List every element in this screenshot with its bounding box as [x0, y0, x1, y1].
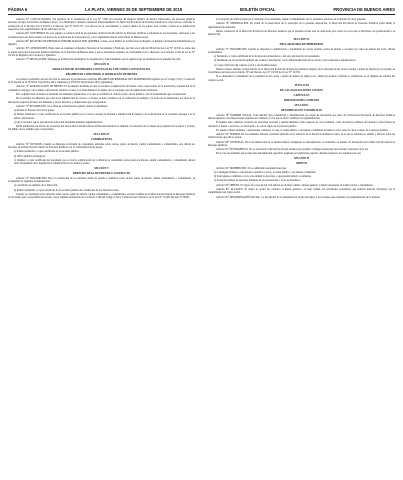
paragraph: Artículo 71° DELEGACIÓN. Delégase en la Dirección de Registro la organización y funcionamiento de los registros que se establecen en la presente Sección.	[16, 58, 181, 62]
paragraph: Artículo 77° INSCRIPCIÓN. Cuando se disponga la adjudicación o transmisión de cuotas sociales, partes de interés o acciones por causa de muerte del socio, deberá acompañarse:	[208, 47, 395, 54]
page-number: PÁGINA 6	[8, 7, 28, 12]
page-header	[8, 5, 395, 15]
paragraph: Artículo 81° FUNDAMENTO. No se autorizará la inscripción de una entidad cuyo nombre contenga expresiones que resulten violatorias de la ley.	[216, 148, 369, 152]
paragraph: En la adjudicación de bienes se incluirán los inmuebles gananciales a los que se acreditará el carácter propio de los mismos, con las formalidades que correspondan.	[16, 93, 187, 97]
paragraph: Deberá constar, además, la intervención de la Dirección Provincial de Personas Jurídicas respecto de la situación de las cuotas sociales o partes de interés de la sociedad, en los términos previstos en el artículo 155 del Decreto Ley N° 19.550 de la Ley N° 19.550.	[208, 67, 395, 75]
province-name: PROVINCIA DE BUENOS AIRES	[333, 7, 395, 12]
paragraph: Si se dispusiera la transmisión de la totalidad de las cuotas o partes de interés de algún socio, deberá procederse conforme lo establecido en el régimen de reforma del contrato social.	[208, 75, 395, 82]
paragraph: c) Otros recaudos que la autoridad de aplicación determine mediante reglamentación.	[14, 120, 103, 124]
paragraph: Artículo 68° CONTENIDO. De este registro se tomará razón de las gestiones de Dirección Provincial de Personas Jurídicas e informará de las novedades, sanciones y sus actualizaciones que deba asentar con motivo de la aplicación de la presente ley y de la reglamentación de la Provincia de Buenos Aires.	[8, 32, 195, 39]
section-heading: SECCIÓN I	[294, 104, 309, 108]
paragraph: Artículo 80° LEYENDAS. En la documentación de la entidad deberá consignarse su denominación, su domicilio, su número de inscripción en la Dirección Provincial de Personas Jurídicas.	[208, 140, 395, 147]
section-heading: RÉGIMEN DE COMUNIDAD O SEPARACIÓN DE BIENES	[65, 73, 138, 77]
paragraph: a) Primer testimonio o copia certificada de la escritura pública.	[14, 150, 80, 154]
paragraph: c) Original y copia certificada del documento por el cual la adjudicación de la división de condominio sobre partes de interés, capital comanditario o comanditado deberá estar acompañado de la liquidación y adjudicación de los bienes sociales.	[14, 158, 195, 166]
section-heading: SECCIÓN VI	[293, 38, 310, 42]
paragraph: Artículo 82° PROHIBICIÓN. No se admitirán denominaciones que:	[216, 166, 287, 170]
paragraph: En la escritura de adhesión, así como en la adjudicación de cuotas o acciones, se debe acreditar con el certificado de dominio y la fecha de su adquisición, los datos de la inscripción registral del bien, del inmueble y de los derechos y obligaciones que correspondan.	[8, 97, 195, 104]
paragraph: Artículo 78° NOMBRE SOCIAL. Toda entidad cuya constitución y denominación sea objeto de inscripción por parte de la Dirección Provincial de Personas Jurídicas deberá ajustarse a las disposiciones vigentes en la materia y a las que al efecto establezca la reglamentación.	[208, 113, 395, 120]
paragraph: Artículo 83° OBJETO. El objeto de la asociación civil deberá ser de bien común o interés general, y deberá expresarse en forma precisa y determinada.	[216, 183, 374, 187]
paragraph: a) Partida de Estado Civil de las partes.	[14, 109, 55, 113]
paragraph: b) Testimonio de la resolución judicial que ordena la inscripción, con la individualización de las cuotas y de los herederos adjudicatarios.	[214, 59, 357, 63]
paragraph: Artículo 85° DENOMINACIÓN SOCIAL. La inscripción de la denominación social está sujeta a los recaudos que establezca la reglamentación de la materia.	[216, 195, 381, 199]
paragraph: Déjase constancia en la Dirección Provincial de Personas Jurídicas que la presente norma será de aplicación para todos los actos que se inscriban con posterioridad a su publicación.	[208, 29, 395, 37]
paragraph: Artículo 67° CONVOCATORIA. Sin perjuicio de lo establecido en la Ley N° 7.005 de Creación del Registro Público de Juicios Universales, las personas jurídicas privadas, excepto la Provincia de Buenos Aires, y los Municipios, deberán comunicar fehacientemente a la Dirección Provincial de Personas Jurídicas la convocatoria, conforme lo establecido en el Decreto-Ley 9.118/78 y el Decreto Ley N° 8.671/76, a los efectos de su conocimiento y control, dentro de los quince días corridos a partir de la publicación respectiva, bajo apercibimiento de las sanciones de ley.	[8, 18, 195, 32]
paragraph: Artículo 73° INSCRIPCIÓN. A los fines de la inscripción registral, deberá acompañarse:	[16, 104, 109, 108]
section-heading: CAPÍTULO I	[293, 93, 310, 97]
section-heading: DERECHO REAL DE PRENDA Y USUFRUCTO	[72, 172, 131, 176]
section-heading: SECCIÓN V	[94, 167, 109, 171]
paragraph: c) Incluyan nombres de personas humanas sin su autorización o la de sus herederos.	[214, 179, 302, 183]
paragraph: a) Contengan términos o expresiones contrarios a la ley, el orden público o las buenas costumbres.	[214, 171, 317, 175]
paragraph: b) Oficio judicial del Registro.	[14, 154, 46, 158]
paragraph: Artículo 76° OBSERVACIÓN. En virtud de la observancia de lo prescripto en la presente disposición, la Dirección Provincial de Personas Jurídicas podrá emitir la reglamentación pertinente.	[208, 22, 395, 29]
paragraph: b) Sean iguales o similares a la de otra entidad ya inscripta, o que puedan inducir a confusión.	[214, 175, 312, 179]
paragraph: No puede contener términos o expresiones contrarios a la ley, el orden público o las buenas costumbres ni inducir a error sobre la clase u objeto de la persona jurídica.	[216, 128, 389, 132]
paragraph: Artículo 72° ADJUDICACIÓN DE BIENES. El documento mediante el cual se inscriba la adjudicación de bienes como consecuencia de la disolución y liquidación de la comunidad conyugal o de la unión convivencial, incluirá la causa y los fallecimientos de alguno de los cónyuges, previa adjudicación de bienes.	[8, 85, 195, 92]
publication-date: LA PLATA, VIERNES 25 DE SEPTIEMBRE DE 2015	[85, 7, 183, 12]
gazette-title: BOLETÍN OFICIAL	[240, 7, 276, 12]
left-column	[8, 18, 195, 200]
section-heading: DENOMINACIÓN Y DOMICILIO	[281, 109, 322, 113]
paragraph: Dicha publicidad con efectos de la inscripción ante la Dirección Provincial de Personas Jurídicas se limitará a la situación de los bienes de propiedad de las partes y el plazo del último de los trámites que correspondan.	[8, 125, 195, 132]
paragraph: Artículo 70° CONDICIONES. Hasta tanto se constituya el Registro Nacional de Sociedades y Entidades, previsto en el artículo 98 del Decreto Ley N° 19.550, se exige que se tomen razón de las personas jurídicas inscriptas en la Provincia de Buenos Aires y que se encuentren vigentes, de conformidad con lo dispuesto en el artículo 14 bis de la Ley N° 24.522 de Registros de Concursos y Quiebras.	[8, 47, 195, 58]
paragraph: a) Testimonio o copia certificada de la declaratoria de herederos o del auto aprobatorio del testamento.	[214, 55, 321, 59]
paragraph: c) Copia certificada del contrato social y sus modificaciones.	[214, 63, 278, 67]
right-column	[208, 18, 395, 200]
section-heading: DE LAS ASOCIACIONES CIVILES	[280, 88, 323, 92]
paragraph: Artículo 69° REGISTRO DE PERSONAS INHABILITADAS POR QUIEBRA. Créase, en el ámbito de la Dirección de Registro el Registro de Personas Inhabilitadas por Quiebra.	[8, 39, 195, 47]
section-heading: SECCIÓN II	[293, 157, 309, 161]
section-heading: OBJETO	[296, 162, 307, 166]
paragraph: Artículo 79° DOMICILIO. Las entidades deberán constituir domicilio en el territorio de la Provincia de Buenos Aires, en el que se tendrán por válidas y eficaces todas las notificaciones que allí se cursen.	[208, 132, 395, 140]
paragraph: El nombre debe satisfacer recaudos de veracidad, novedad y aptitud distintiva, tanto respecto de otros nombres, como de marcas, nombres de fantasía u otras formas de referencia a bienes o servicios, se relacionen o no con el objeto de la persona jurídica.	[208, 121, 395, 128]
paragraph: Cuando se constituyan estos derechos sobre cuotas, partes de interés, capital comanditario o comanditado, se hará a nombre de la Dirección Provincial de Personas Jurídicas de los bienes que correspondan de acuerdo con el régimen establecido en el artículo 2.199 del Código Civil y Comercial de la Nación y en la Ley N° 12.062 Decreto N° 80/85.	[8, 192, 195, 200]
paragraph: Al optarse la normativa de esta Sección se adecuará la presentación conforme RÉGIMEN PATRIMONIAL DEL MATRIMONIO regulado por el Código Civil y Comercial de la Nación en su TÍTULO II (artículos 446 y siguientes) y TÍTULO III (artículos 509 y siguientes).	[8, 77, 195, 85]
paragraph: En el caso de entidades que posean una denominación específica asignada por legislación especial, deberán respetarse los requisitos de esta.	[216, 152, 362, 156]
section-heading: DISOLUCIÓN DE SOCIEDADES CONYUGALES Y DE UNIÓN CONVIVENCIAL	[52, 68, 151, 72]
paragraph: b) Primer testimonio o copia certificada de la escritura pública de constitución de los derechos reales.	[14, 188, 120, 192]
paragraph: Artículo 84° ALCANCE. El objeto no podrá ser contrario al interés general o al bien común; las actividades económicas que realicen deberán vincularse con el cumplimiento del objeto social.	[208, 187, 395, 195]
section-heading: TÍTULO III	[294, 83, 309, 87]
paragraph: Artículo 74° DIVISIÓN. Cuando se disponga la división de condominio existente sobre cuotas, partes de interés, capital comanditario o comanditado, este deberá ser inscripto en la Dirección Provincial de Personas Jurídicas con la conformidad de las partes:	[8, 142, 195, 150]
paragraph: a) Certificado de dominio de la Dirección.	[14, 184, 58, 188]
section-heading: DECLARATORIA DE HEREDEROS	[279, 43, 324, 47]
section-heading: SECCIÓN II	[93, 63, 109, 67]
paragraph: b) Primer testimonio y copia certificada de la escritura pública por la cual se acuerde la división y adjudicación de bienes y de la disolución de la sociedad conyugal o de la unión convivencial.	[14, 113, 195, 120]
paragraph: Artículo 75° INSCRIPCIÓN. Para la constitución de los derechos reales de prenda y usufructo sobre cuotas, partes de interés, capital comanditario o comanditado, se acompañará la siguiente documentación:	[8, 176, 195, 184]
section-heading: COMPRAVENTA	[91, 138, 112, 142]
section-heading: SECCIÓN IV	[93, 133, 110, 137]
paragraph: La recepción de notificaciones en el domicilio real constituido, según el cumplimiento de los requisitos previstos en el artículo 45 de la presente.	[216, 18, 367, 21]
section-heading: DISPOSICIONES COMUNES	[283, 99, 320, 102]
